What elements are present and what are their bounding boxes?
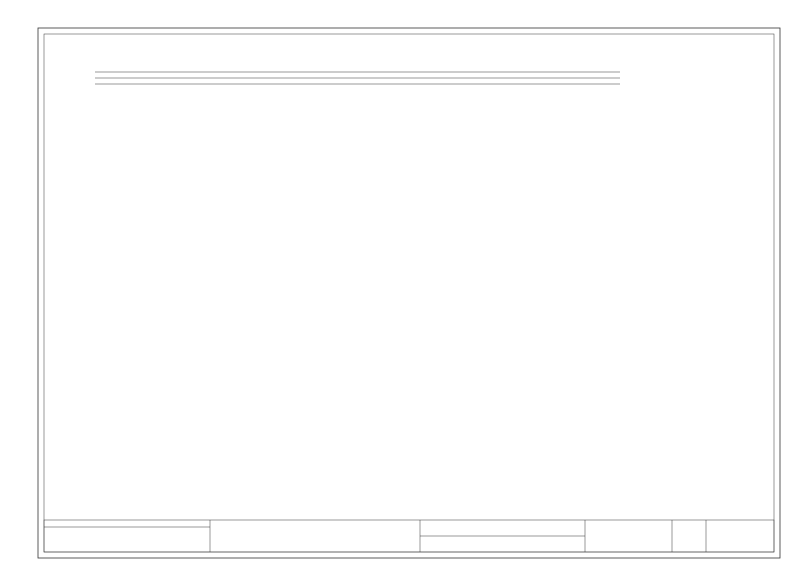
inner-border: [44, 34, 774, 552]
supply-bus: [95, 72, 620, 84]
outer-border: [38, 28, 780, 558]
title-block: [44, 520, 774, 552]
